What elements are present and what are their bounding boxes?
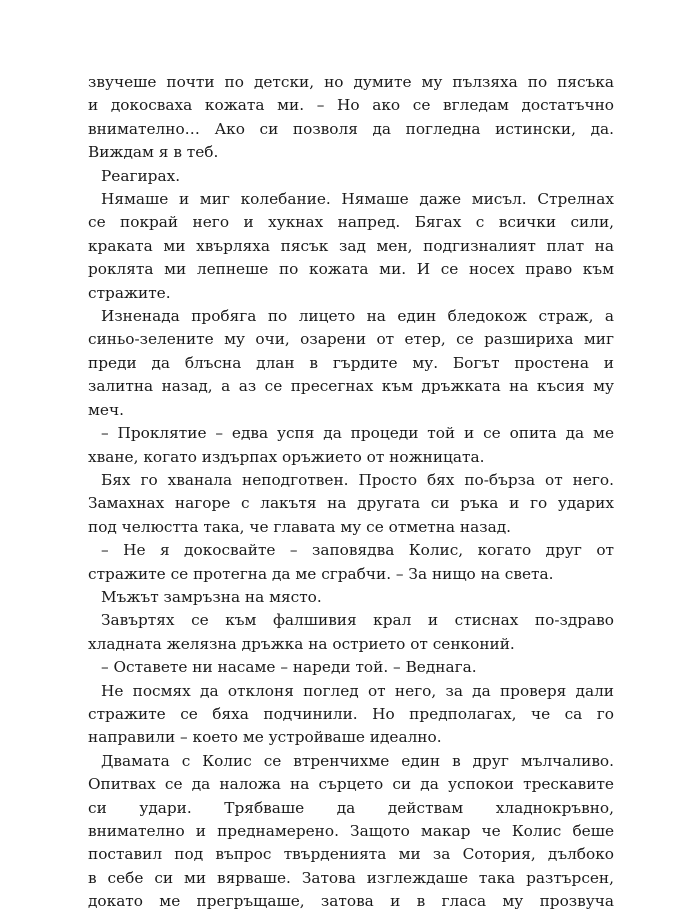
paragraph <box>88 656 614 679</box>
text-line: внимателно… Ако си позволя да погледна истински, да. <box>88 119 614 138</box>
text-line: Бях го хванала неподготвен. Просто бях по-бърза от него. <box>101 470 614 489</box>
text-line: хване, когато издърпах оръжието от ножницата. <box>88 447 485 466</box>
paragraph <box>88 305 614 422</box>
body-text <box>88 71 614 914</box>
text-line: стражите се протегна да ме сграбчи. – За нищо на света. <box>88 564 554 583</box>
text-line: и докосваха кожата ми. – Но ако се вгледам достатъчно <box>88 96 614 115</box>
text-line: меч. <box>88 400 124 419</box>
text-line: в себе си ми вярваше. Затова изглеждаше така разтърсен, <box>88 868 614 887</box>
text-line: – Оставете ни насаме – нареди той. – Веднага. <box>101 658 477 677</box>
text-line: залитна назад, а аз се пресегнах към дръжката на късия му <box>88 377 614 396</box>
text-line: – Проклятие – едва успя да процеди той и се опита да ме <box>101 424 614 443</box>
text-line: Не посмях да отклоня поглед от него, за да проверя дали <box>101 681 614 700</box>
text-line: под челюстта така, че главата му се отметна назад. <box>88 517 511 536</box>
text-line: – Не я докосвайте – заповядва Колис, когато друг от <box>101 541 614 560</box>
text-line: Мъжът замръзна на място. <box>101 587 322 606</box>
text-line: Виждам я в теб. <box>88 143 219 162</box>
text-line: си удари. Трябваше да действам хладнокръвно, <box>88 798 614 817</box>
paragraph <box>88 71 614 165</box>
text-line: се покрай него и хукнах напред. Бягах с всички сили, <box>88 213 614 232</box>
text-line: Нямаше и миг колебание. Нямаше даже мисъл. Стрелнах <box>101 190 614 209</box>
paragraph <box>88 680 614 750</box>
paragraph <box>88 422 614 469</box>
text-line: Изненада пробяга по лицето на един бледокож страж, а <box>101 307 614 326</box>
paragraph <box>88 609 614 656</box>
text-line: Завъртях се към фалшивия крал и стиснах по-здраво <box>101 611 614 630</box>
text-line: краката ми хвърляха пясък зад мен, подгизналият плат на <box>88 236 614 255</box>
paragraph <box>88 750 614 914</box>
paragraph <box>88 539 614 586</box>
paragraph <box>88 165 614 188</box>
text-line: синьо-зелените му очи, озарени от етер, се разшириха миг <box>88 330 614 349</box>
text-line: внимателно и преднамерено. Защото макар че Колис беше <box>88 822 614 840</box>
text-line: преди да блъсна длан в гърдите му. Богът простена и <box>88 353 614 372</box>
text-line: стражите се бяха подчинили. Но предполагах, че са го <box>88 704 614 723</box>
paragraph <box>88 469 614 539</box>
text-line: Двамата с Колис се втренчихме един в друг мълчаливо. <box>101 751 614 770</box>
text-line: направили – което ме устройваше идеално. <box>88 728 442 747</box>
text-line: Опитвах се да наложа на сърцето си да успокои трескавите <box>88 775 614 794</box>
text-line: звучеше почти по детски, но думите му пълзяха по пясъка <box>88 73 614 91</box>
text-line: докато ме прегръщаше, затова и в гласа му прозвуча <box>88 892 614 911</box>
text-line: поставил под въпрос твърденията ми за Сотория, дълбоко <box>88 845 614 864</box>
text-line: роклята ми лепнеше по кожата ми. И се носех право към <box>88 260 614 279</box>
text-line: Замахнах нагоре с лакътя на другата си ръка и го ударих <box>88 494 614 513</box>
text-line: хладната желязна дръжка на острието от сенконий. <box>88 634 515 653</box>
text-line: стражите. <box>88 283 171 302</box>
text-line: Реагирах. <box>101 166 181 185</box>
paragraph <box>88 586 614 609</box>
paragraph <box>88 188 614 305</box>
